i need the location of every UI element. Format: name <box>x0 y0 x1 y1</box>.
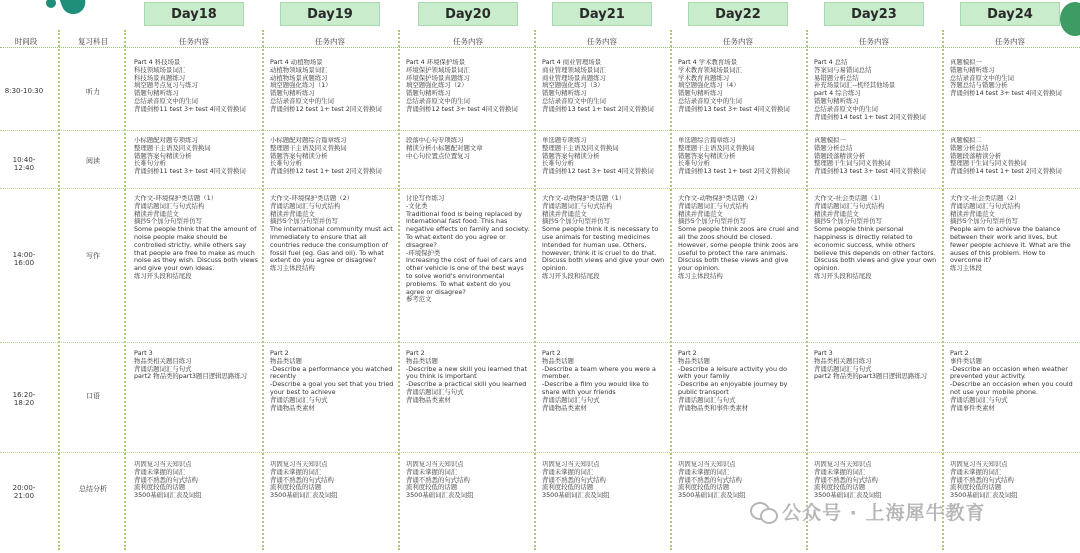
header-task-label: 任务内容 <box>723 37 753 46</box>
column-divider <box>398 30 400 550</box>
row-divider <box>0 452 1080 453</box>
task-cell-speaking: Part 2 物品类话题 -Describe a leisure activity you do with your family -Describe an enjoyable journey by public transport 背诵话题词汇与句式 背诵物品类和事件类素材 <box>678 350 788 412</box>
task-cell-listening: Part 4 动植物场景 动植物领域场景词汇 动植物场景真题练习 填空题强化练习（1） 错题句精听练习 总结录音原文中的生词 背诵剑桥12 test 1+ test 2同义替换词 <box>270 59 382 113</box>
task-cell-speaking: Part 3 物品类相关题目练习 背诵话题词汇与句式 part2 物品类的part3题目逻辑思路练习 <box>814 350 928 381</box>
task-cell-speaking: Part 2 物品类话题 -Describe a performance you watched recently -Describe a goal you set that you tried your best to achieve 背诵话题词汇与句式 背诵物品类素材 <box>270 350 394 412</box>
header-task-label: 任务内容 <box>587 37 617 46</box>
day-title: Day18 <box>144 2 244 26</box>
column-divider <box>124 30 126 550</box>
task-cell-reading: 小标题配对题专项练习 整理题干主语及同义替换词 错题答案句精读分析 长难句分析 背诵剑桥11 test 3+ test 4同义替换词 <box>134 137 246 176</box>
time-slot: 10:40-12:40 <box>12 156 36 172</box>
task-cell-reading: 真题模拟二 错题分析总结 错题段落精读分析 整理题干生词与同义替换词 背诵剑桥14 test 1+ test 2同义替换词 <box>950 137 1062 176</box>
column-divider <box>942 30 944 550</box>
task-cell-reading: 单选题专项练习 整理题干主语及同义替换词 错题答案句精读分析 长难句分析 背诵剑桥12 test 3+ test 4同义替换词 <box>542 137 654 176</box>
header-divider <box>0 47 1080 48</box>
watermark <box>750 496 1050 526</box>
decor-leaf-icon <box>1060 2 1080 36</box>
task-cell-review: 巩固复习当天知识点 背诵未掌握的词汇 背诵不熟悉的句式结构 流利度较低的话题 3500基础词汇表及词组 <box>950 461 1018 500</box>
task-cell-writing: 大作文-社会类话题（2） 背诵话题词汇与句式结构 精读并背诵范文 摘抄5个加分句型并仿写 People aim to achieve the balance between their work and lives, but fewer people achieve it. What are the auses of this problem. How to overcome it? 练习主体段 <box>950 195 1071 273</box>
row-divider <box>0 130 1080 131</box>
task-cell-listening: 真题模拟一 错题句精听练习 总结录音原文中的生词 答题总结与错题分析 背诵剑桥14 test 3+ test 4同义替换词 <box>950 59 1062 98</box>
time-slot: 16:20-18:20 <box>12 391 36 407</box>
task-cell-writing: 大作文-环境保护类话题（2） 背诵话题词汇与句式结构 精读并背诵范文 摘抄5个加分句型并仿写 The international community must act immediately to ensure that all countries reduce the consumption of fossil fuel (eg. Gas and oil). To what extent do you agree or disagree? 练习主体段结构 <box>270 195 393 273</box>
task-cell-review: 巩固复习当天知识点 背诵未掌握的词汇 背诵不熟悉的句式结构 流利度较低的话题 3500基础词汇表及词组 <box>270 461 338 500</box>
time-slot: 8:30-10:30 <box>4 87 44 95</box>
subject-label: 写作 <box>86 252 100 260</box>
header-subject-label: 复习科目 <box>78 37 108 46</box>
header-task-label: 任务内容 <box>453 37 483 46</box>
day-title: Day23 <box>824 2 924 26</box>
task-cell-reading: 小标题配对题综合篇章练习 整理题干主语及同义替换词 错题答案句精读分析 长难句分析 背诵剑桥12 test 1+ test 2同义替换词 <box>270 137 382 176</box>
row-divider <box>0 188 1080 189</box>
task-cell-speaking: Part 2 物品类话题 -Describe a team where you were a member. -Describe a film you would like to share with your friends 背诵话题词汇与句式 背诵物品类素材 <box>542 350 656 412</box>
task-cell-writing: 讨论写作练习 -文化类 Traditional food is being replaced by international fast food. This has negative effects on family and society. To what extent do you agree or disagree? -环境保护类 Increasing the cost of fuel of cars and other vehicle is one of the best ways to solve world's environmental problems. To what extent do you agree or disagree? 参考范文 <box>406 195 530 304</box>
decor-leaf-icon <box>59 0 88 18</box>
header-task-label: 任务内容 <box>859 37 889 46</box>
header-task-label: 任务内容 <box>315 37 345 46</box>
time-slot: 14:00-16:00 <box>12 251 36 267</box>
day-title: Day19 <box>280 2 380 26</box>
header-task-label: 任务内容 <box>995 37 1025 46</box>
subject-label: 听力 <box>86 88 100 96</box>
wechat-icon <box>750 500 776 522</box>
task-cell-listening: Part 4 商业管理场景 商业管理领域场景词汇 商业管理场景真题练习 填空题强化练习（3） 错题句精听练习 总结录音原文中的生词 背诵剑桥13 test 1+ test 2同义替换词 <box>542 59 654 113</box>
header-time-label: 时间段 <box>14 37 38 46</box>
task-cell-listening: Part 4 总结 答案词与易错词总结 易错题分析总结 补充场景词汇--机经其他场景 part 4 综合练习 错题句精听练习 总结录音原文中的生词 背诵剑桥14 test 1+ test 2同义替换词 <box>814 59 926 121</box>
task-cell-writing: 大作文-动物保护类话题（2） 背诵话题词汇与句式结构 精读并背诵范文 摘抄5个加分句型并仿写 Some people think zoos are cruel and all the zoos should be closed. However, some people think zoos are useful to protect the rare animals. Discuss both these views and give your opinion. 练习主体段结构 <box>678 195 799 280</box>
header-task-label: 任务内容 <box>179 37 209 46</box>
day-title: Day24 <box>960 2 1060 26</box>
decor-leaf-icon <box>46 0 56 8</box>
day-title: Day22 <box>688 2 788 26</box>
task-cell-review: 巩固复习当天知识点 背诵未掌握的词汇 背诵不熟悉的句式结构 流利度较低的话题 3500基础词汇表及词组 <box>814 461 882 500</box>
task-cell-review: 巩固复习当天知识点 背诵未掌握的词汇 背诵不熟悉的句式结构 流利度较低的话题 3500基础词汇表及词组 <box>678 461 746 500</box>
task-cell-listening: Part 4 学术教育场景 学术教育领域场景词汇 学术教育真题练习 填空题强化练习（4） 错题句精听练习 总结录音原文中的生词 背诵剑桥13 test 3+ test 4同义替换词 <box>678 59 790 113</box>
task-cell-listening: Part 4 科技场景 科技领域场景词汇 科技场景真题练习 填空题考点复习与练习 错题句精听练习 总结录音原文中的生词 背诵剑桥11 test 3+ test 4同义替换词 <box>134 59 246 113</box>
watermark-text: 公众号 · 上海犀牛教育 <box>782 501 986 524</box>
task-cell-speaking: Part 2 物品类话题 -Describe a new skill you learned that you think is important -Describe a practical skill you learned 背诵话题词汇与句式 背诵物品类素材 <box>406 350 527 404</box>
column-divider <box>670 30 672 550</box>
task-cell-writing: 大作文-社会类话题（1） 背诵话题词汇与句式结构 精读并背诵范文 摘抄5个加分句型并仿写 Some people think personal happiness is directly related to economic success, while others believe this depends on other factors. Discuss both views and give your own opinion. 练习开头段和结尾段 <box>814 195 937 280</box>
time-slot: 20:00-21:00 <box>12 484 36 500</box>
column-divider <box>806 30 808 550</box>
task-cell-review: 巩固复习当天知识点 背诵未掌握的词汇 背诵不熟悉的句式结构 流利度较低的话题 3500基础词汇表及词组 <box>406 461 474 500</box>
task-cell-writing: 大作文-环境保护类话题（1） 背诵话题词汇与句式结构 精读并背诵范文 摘抄5个加分句型并仿写 Some people think that the amount of noise people make should be controlled strictly, while others say that people are free to make as much noise as they wish. Discuss both views and give your own ideas. 练习开头段和结尾段 <box>134 195 258 280</box>
subject-label: 阅读 <box>86 157 100 165</box>
task-cell-speaking: Part 2 事件类话题 -Describe an occasion when weather prevented your activity. -Describe an occasion when you could not use your mobile phone. 背诵话题词汇与句式 背诵事件类素材 <box>950 350 1073 412</box>
task-cell-writing: 大作文-动物保护类话题（1） 背诵话题词汇与句式结构 精读并背诵范文 摘抄5个加分句型并仿写 Some people think it is necessary to use animals for testing medicines intended for human use. Others, however, think it is cruel to do that. Discuss both views and give your own opinion. 练习开头段和结尾段 <box>542 195 665 280</box>
task-cell-reading: 段落中心句专项练习 精读分析小标题配对题文章 中心句位置点位置复习 <box>406 137 483 160</box>
task-cell-reading: 真题模拟一 错题分析总结 错题段落精读分析 整理题干生词与同义替换词 背诵剑桥13 test 3+ test 4同义替换词 <box>814 137 926 176</box>
task-cell-review: 巩固复习当天知识点 背诵未掌握的词汇 背诵不熟悉的句式结构 流利度较低的话题 3500基础词汇表及词组 <box>134 461 202 500</box>
task-cell-listening: Part 4 环境保护场景 环境保护领域场景词汇 环境保护场景真题练习 填空题强化练习（2） 错题句精听练习 总结录音原文中的生词 背诵剑桥12 test 3+ test 4同义替换词 <box>406 59 518 113</box>
task-cell-review: 巩固复习当天知识点 背诵未掌握的词汇 背诵不熟悉的句式结构 流利度较低的话题 3500基础词汇表及词组 <box>542 461 610 500</box>
column-divider <box>58 30 60 550</box>
column-divider <box>534 30 536 550</box>
day-title: Day21 <box>552 2 652 26</box>
subject-label: 总结分析 <box>79 485 107 493</box>
task-cell-reading: 单选题综合篇章练习 整理题干主语及同义替换词 错题答案句精读分析 长难句分析 背诵剑桥13 test 1+ test 2同义替换词 <box>678 137 790 176</box>
day-title: Day20 <box>418 2 518 26</box>
column-divider <box>262 30 264 550</box>
row-divider <box>0 342 1080 343</box>
subject-label: 口语 <box>86 392 100 400</box>
task-cell-speaking: Part 3 物品类相关题目练习 背诵话题词汇与句式 part2 物品类的part3题目逻辑思路练习 <box>134 350 248 381</box>
